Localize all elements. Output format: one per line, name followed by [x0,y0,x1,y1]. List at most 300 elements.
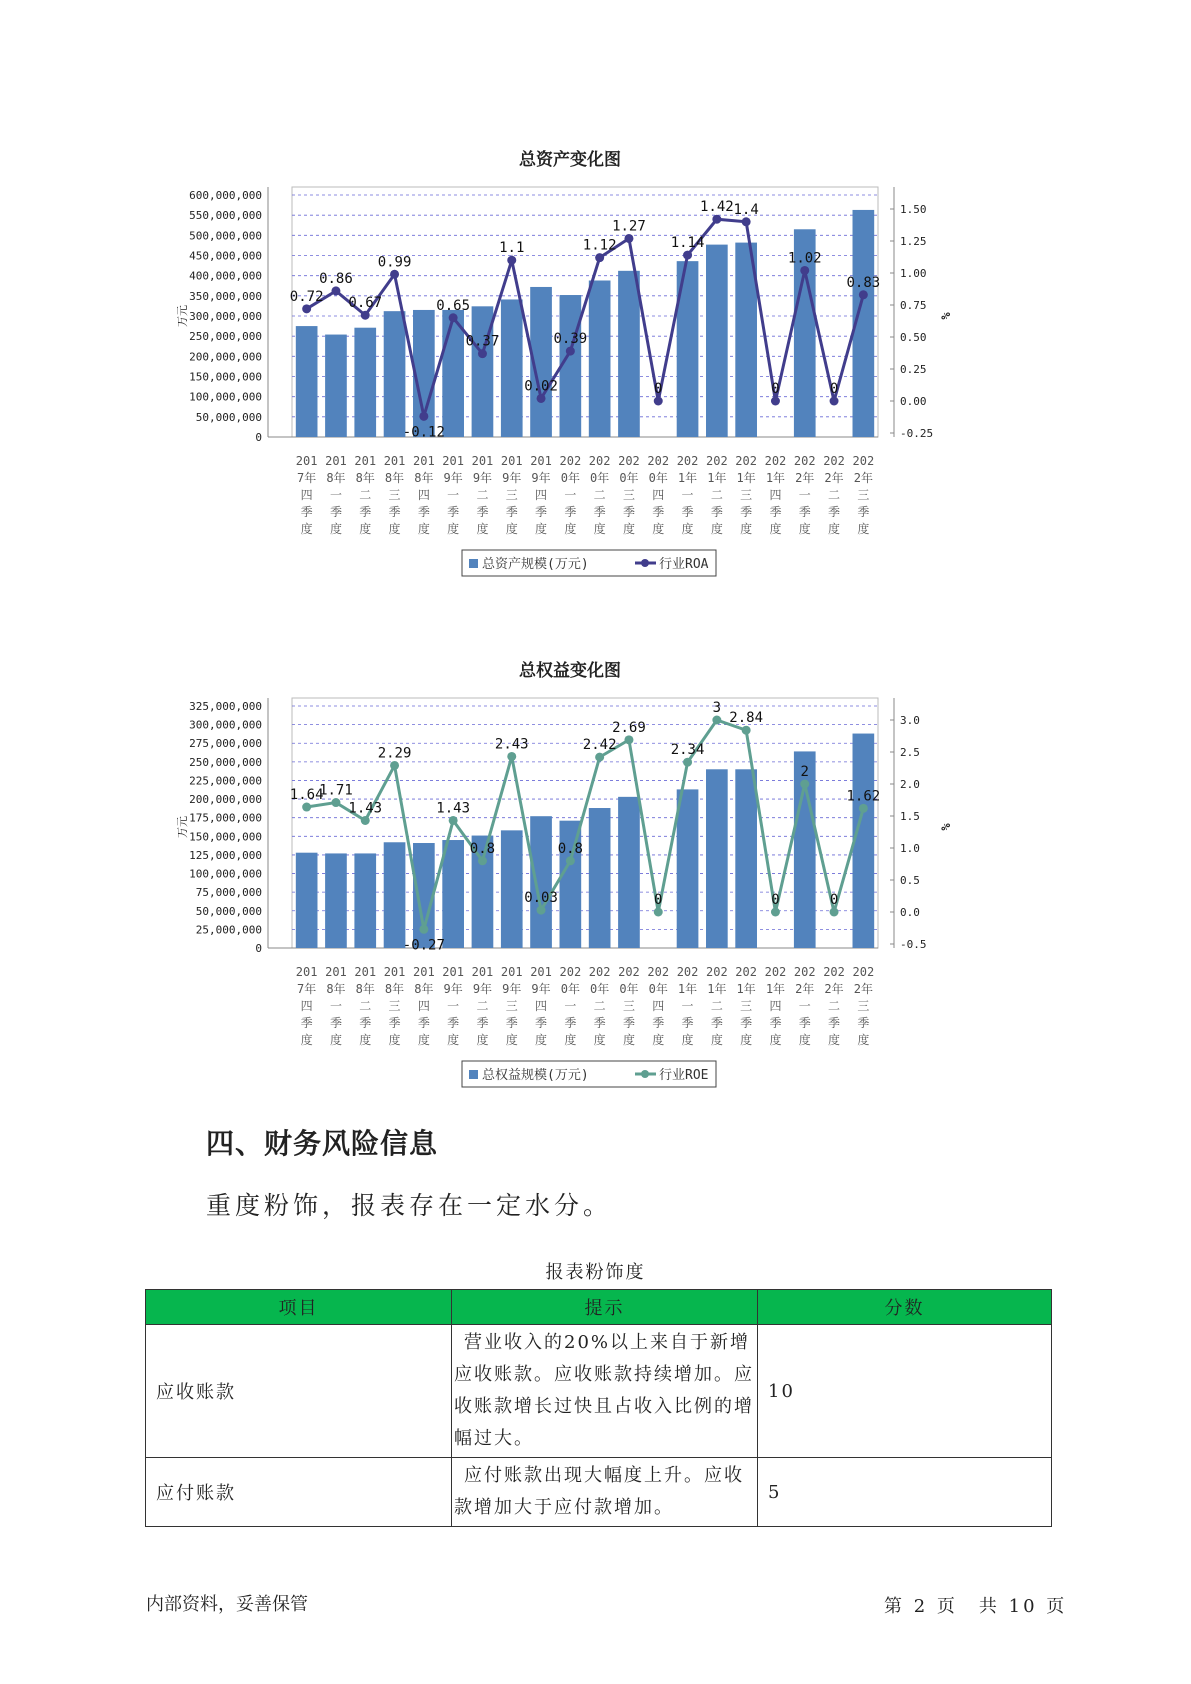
y2-tick-label: 0.75 [900,299,927,312]
y-tick-label: 100,000,000 [189,867,262,881]
legend-label: 总资产规模(万元) [482,557,589,572]
x-tick-label: 9年 [531,982,551,996]
x-tick-label: 度 [388,522,401,536]
x-tick-label: 度 [300,1033,313,1047]
x-tick-label: 201 [325,454,347,468]
x-tick-label: 季 [476,1016,489,1030]
bar [589,808,611,948]
bar [442,840,464,948]
x-tick-label: 8年 [414,471,434,485]
data-label: 2.69 [612,719,646,736]
y2-tick-label: 0.5 [900,874,920,887]
x-tick-label: 201 [442,965,464,979]
data-label: 0 [654,892,663,908]
x-tick-label: 二 [476,488,489,502]
x-tick-label: 度 [476,522,489,536]
y-tick-label: 275,000,000 [189,737,262,751]
x-tick-label: 202 [647,454,670,468]
x-tick-label: 度 [857,1033,870,1047]
x-tick-label: 季 [769,1016,782,1030]
bar [296,326,318,437]
x-tick-label: 202 [735,965,757,979]
x-tick-label: 2年 [853,471,873,485]
row-item: 应收账款 [146,1325,452,1458]
bar [354,853,376,948]
bar [706,769,728,948]
x-tick-label: 202 [793,454,816,468]
line-point [830,397,839,406]
data-label: 1.43 [348,800,383,817]
x-tick-label: 季 [710,1016,723,1030]
x-tick-label: 201 [471,454,494,468]
line-point [595,753,604,762]
y-tick-label: 200,000,000 [189,350,262,364]
bar [501,830,523,948]
x-tick-label: 8年 [355,982,375,996]
x-tick-label: 1年 [707,471,727,485]
x-tick-label: 202 [793,965,816,979]
x-tick-label: 8年 [414,982,434,996]
y2-tick-label: 2.0 [900,778,920,791]
x-tick-label: 9年 [502,982,522,996]
bar [296,853,318,948]
x-tick-label: 季 [388,1016,401,1030]
x-tick-label: 季 [505,1016,518,1030]
data-label: 0 [771,381,780,397]
bar [384,842,406,948]
line-point [478,856,487,865]
row-hint: 营业收入的20%以上来自于新增应收账款。应收账款持续增加。应收账款增长过快且占收入比例的增幅过大。 [452,1325,758,1458]
x-tick-label: 度 [564,1033,577,1047]
bar [325,853,347,948]
line-point [566,856,575,865]
x-tick-label: 度 [798,1033,811,1047]
y-tick-label: 125,000,000 [189,848,262,862]
x-tick-label: 季 [476,505,489,519]
x-tick-label: 一 [564,999,577,1013]
x-tick-label: 一 [447,488,460,502]
x-tick-label: 度 [329,1033,342,1047]
x-tick-label: 季 [857,505,870,519]
x-tick-label: 三 [505,999,518,1013]
x-tick-label: 四 [652,488,665,502]
x-tick-label: 9年 [472,982,493,996]
x-tick-label: 202 [706,965,728,979]
y-tick-label: 225,000,000 [189,774,262,788]
x-tick-label: 201 [295,454,318,468]
y-tick-label: 150,000,000 [189,830,262,844]
x-tick-label: 0年 [619,471,639,485]
bar [618,271,640,437]
x-tick-label: 季 [447,1016,460,1030]
data-label: 2.43 [494,736,529,753]
data-label: -0.12 [402,424,445,441]
x-tick-label: 二 [359,999,372,1013]
x-tick-label: 一 [798,999,811,1013]
x-tick-label: 一 [447,999,460,1013]
x-tick-label: 度 [593,522,606,536]
bar [853,734,875,948]
x-tick-label: 202 [676,965,699,979]
x-tick-label: 度 [505,1033,518,1047]
x-tick-label: 度 [593,1033,606,1047]
chart-title: 总权益变化图 [519,661,621,681]
y-tick-label: 500,000,000 [189,229,262,243]
x-tick-label: 一 [798,488,811,502]
x-tick-label: 度 [828,1033,841,1047]
x-tick-label: 2年 [795,471,815,485]
x-tick-label: 度 [740,1033,753,1047]
x-tick-label: 1年 [677,471,698,485]
x-tick-label: 度 [447,522,460,536]
x-tick-label: 季 [828,1016,841,1030]
y-tick-label: 50,000,000 [195,410,262,424]
line-point [537,906,546,915]
bar [325,335,347,437]
y-tick-label: 250,000,000 [189,755,262,769]
x-tick-label: 1年 [677,982,698,996]
x-tick-label: 季 [828,505,841,519]
x-tick-label: 9年 [443,982,463,996]
line-point [478,349,487,358]
x-tick-label: 201 [413,965,435,979]
x-tick-label: 四 [300,999,313,1013]
x-tick-label: 三 [388,488,401,502]
x-tick-label: 202 [823,454,845,468]
data-label: 0.8 [557,840,583,857]
x-tick-label: 9年 [472,471,493,485]
x-tick-label: 0年 [619,982,639,996]
line-point [390,761,399,770]
x-tick-label: 201 [413,454,435,468]
x-tick-label: 201 [471,965,494,979]
legend-swatch-bar [469,559,478,568]
data-label: 0.72 [289,288,324,305]
x-tick-label: 2年 [795,982,815,996]
y2-tick-label: 1.5 [900,810,920,823]
bar [384,311,406,437]
x-tick-label: 季 [593,505,606,519]
data-label: 1.27 [612,218,646,235]
x-tick-label: 8年 [326,982,346,996]
x-tick-label: 度 [359,522,372,536]
y-tick-label: 550,000,000 [189,209,262,223]
data-label: 1.71 [319,782,353,799]
x-tick-label: 度 [710,522,723,536]
y-tick-label: 450,000,000 [189,249,262,263]
x-tick-label: 202 [706,454,728,468]
row-score: 10 [758,1325,1052,1458]
y-tick-label: 0 [255,431,262,444]
x-tick-label: 季 [769,505,782,519]
y2-tick-label: 1.50 [900,203,927,216]
x-tick-label: 四 [417,488,430,502]
x-tick-label: 201 [500,454,523,468]
data-label: 0.03 [524,890,558,907]
x-tick-label: 201 [530,965,552,979]
row-score: 5 [758,1458,1052,1527]
x-tick-label: 季 [798,505,811,519]
bar [706,245,728,437]
data-label: 0.37 [465,333,500,350]
x-tick-label: 季 [710,505,723,519]
x-tick-label: 一 [329,999,342,1013]
x-tick-label: 0年 [590,471,610,485]
x-tick-label: 度 [622,522,635,536]
bar [501,299,523,437]
y2-tick-label: 1.00 [900,267,927,280]
line-point [419,412,428,421]
section-heading: 四、财务风险信息 [206,1127,439,1160]
data-label: 1.02 [787,250,822,267]
x-tick-label: 季 [417,505,430,519]
plot-frame [289,187,881,437]
table-caption: 报表粉饰度 [545,1262,646,1283]
data-label: 0.67 [348,295,383,312]
data-label: 0 [654,381,663,397]
y-tick-label: 25,000,000 [195,923,262,937]
y2-tick-label: -0.25 [900,427,934,440]
line-point [331,286,340,295]
y-tick-label: 300,000,000 [189,310,262,323]
x-tick-label: 三 [622,999,635,1013]
x-tick-label: 1年 [707,982,727,996]
x-tick-label: 度 [710,1033,723,1047]
bar [618,797,640,948]
x-tick-label: 季 [798,1016,811,1030]
x-tick-label: 三 [857,999,870,1013]
x-tick-label: 201 [442,454,464,468]
footer-page-number: 第 2 页 共 10 页 [884,1596,1068,1617]
x-tick-label: 四 [769,488,782,502]
x-tick-label: 二 [593,488,606,502]
line-point [830,908,839,917]
y-tick-label: 150,000,000 [189,370,262,384]
x-tick-label: 度 [417,1033,430,1047]
y-tick-label: 100,000,000 [189,390,262,404]
bar [354,328,376,437]
x-tick-label: 季 [740,1016,753,1030]
line-point [683,758,692,767]
legend-swatch-bar [469,1070,478,1079]
line-point [390,270,399,279]
y-tick-label: 350,000,000 [189,289,262,303]
x-tick-label: 1年 [736,471,756,485]
line-point [537,394,546,403]
x-tick-label: 度 [740,522,753,536]
x-tick-label: 202 [852,454,875,468]
x-tick-label: 度 [857,522,870,536]
x-tick-label: 季 [359,1016,372,1030]
data-label: 0.99 [377,254,412,271]
x-tick-label: 度 [652,1033,665,1047]
x-tick-label: 7年 [297,471,317,485]
x-tick-label: 202 [559,454,582,468]
y2-tick-label: 0.50 [900,331,927,344]
y-tick-label: 250,000,000 [189,330,262,344]
line-point [742,217,751,226]
x-tick-label: 度 [388,1033,401,1047]
line-point [361,311,370,320]
y2-tick-label: 1.25 [900,235,927,248]
x-tick-label: 季 [300,505,313,519]
y2-axis-label: % [939,312,953,320]
x-tick-label: 季 [622,505,635,519]
x-tick-label: 季 [681,505,694,519]
line-point [859,804,868,813]
total-assets-chart [170,140,970,600]
y-tick-label: 300,000,000 [189,718,262,732]
x-tick-label: 三 [857,488,870,502]
x-tick-label: 1年 [765,471,786,485]
x-tick-label: 季 [388,505,401,519]
x-tick-label: 二 [710,488,723,502]
x-tick-label: 度 [769,522,782,536]
bar [677,789,699,948]
y2-tick-label: 1.0 [900,842,920,855]
risk-table [145,1289,1052,1527]
legend-label: 行业ROA [659,557,709,572]
x-tick-label: 202 [676,454,699,468]
row-hint: 应付账款出现大幅度上升。应收款增加大于应付款增加。 [452,1458,758,1527]
x-tick-label: 9年 [443,471,463,485]
data-label: 1.42 [699,199,734,216]
y-tick-label: 0 [255,942,262,955]
x-tick-label: 季 [652,1016,665,1030]
x-tick-label: 季 [535,505,548,519]
line-point [712,716,721,725]
x-tick-label: 四 [535,999,548,1013]
x-tick-label: 度 [359,1033,372,1047]
data-label: 3 [712,700,722,716]
data-label: 0 [829,381,839,397]
table-header-row [146,1290,1052,1325]
row-item: 应付账款 [146,1458,452,1527]
y2-tick-label: 3.0 [900,714,920,727]
x-tick-label: 201 [500,965,523,979]
y2-tick-label: 0.25 [900,363,927,376]
x-tick-label: 三 [740,999,753,1013]
line-point [302,304,311,313]
risk-summary: 重度粉饰，报表存在一定水分。 [206,1191,613,1220]
x-tick-label: 季 [417,1016,430,1030]
x-tick-label: 2年 [824,471,844,485]
x-tick-label: 202 [823,965,845,979]
footer-confidential: 内部资料，妥善保管 [146,1594,308,1615]
total-equity-chart [170,651,970,1111]
data-label: 1.43 [436,800,471,817]
data-label: -0.27 [402,937,445,954]
x-tick-label: 三 [388,999,401,1013]
line-point [449,816,458,825]
x-tick-label: 201 [530,454,552,468]
line-point [800,266,809,275]
data-label: 1.12 [582,237,617,254]
y-axis-label: 万元 [176,816,189,838]
x-tick-label: 7年 [297,982,317,996]
x-tick-label: 二 [710,999,723,1013]
x-tick-label: 0年 [648,982,668,996]
x-tick-label: 9年 [531,471,551,485]
x-tick-label: 度 [622,1033,635,1047]
y-tick-label: 400,000,000 [189,269,262,283]
x-tick-label: 度 [300,522,313,536]
line-point [712,215,721,224]
x-tick-label: 季 [329,505,342,519]
x-tick-label: 度 [329,522,342,536]
line-point [654,397,663,406]
x-tick-label: 度 [447,1033,460,1047]
y-tick-label: 200,000,000 [189,793,262,807]
line-point [419,925,428,934]
x-tick-label: 季 [681,1016,694,1030]
x-tick-label: 202 [735,454,757,468]
data-label: 2.29 [377,745,412,762]
data-label: 1.4 [733,201,759,218]
data-label: 2.42 [582,737,617,754]
data-label: 1.62 [846,788,881,805]
x-tick-label: 季 [447,505,460,519]
x-tick-label: 季 [564,505,577,519]
data-label: 2.84 [729,710,764,727]
line-point [771,908,780,917]
header-item: 项目 [146,1290,452,1325]
x-tick-label: 8年 [355,471,375,485]
line-point [742,726,751,735]
data-label: 0 [771,892,780,908]
data-label: 0 [829,892,839,908]
table-row [146,1458,1052,1527]
x-tick-label: 四 [535,488,548,502]
data-label: 0.8 [469,840,496,857]
x-tick-label: 201 [383,454,406,468]
x-tick-label: 201 [383,965,406,979]
legend-label: 总权益规模(万元) [482,1068,589,1083]
line-point [449,313,458,322]
x-tick-label: 0年 [560,982,580,996]
y2-axis-label: % [939,823,953,831]
x-tick-label: 一 [681,999,694,1013]
data-label: 1.64 [289,787,324,804]
legend-swatch-point [641,559,649,567]
x-tick-label: 季 [359,505,372,519]
line-point [595,253,604,262]
x-tick-label: 8年 [384,982,405,996]
x-tick-label: 201 [354,454,377,468]
x-tick-label: 度 [798,522,811,536]
x-tick-label: 季 [505,505,518,519]
x-tick-label: 季 [535,1016,548,1030]
bar [589,281,611,437]
x-tick-label: 201 [295,965,318,979]
y-tick-label: 325,000,000 [189,700,262,713]
x-tick-label: 度 [681,522,694,536]
line-point [302,803,311,812]
x-tick-label: 度 [564,522,577,536]
x-tick-label: 8年 [326,471,346,485]
y-tick-label: 175,000,000 [189,811,262,825]
x-tick-label: 202 [618,965,640,979]
data-label: 1.1 [499,240,525,257]
x-tick-label: 201 [354,965,377,979]
x-tick-label: 度 [652,522,665,536]
x-tick-label: 度 [476,1033,489,1047]
line-point [331,798,340,807]
x-tick-label: 季 [857,1016,870,1030]
x-tick-label: 度 [769,1033,782,1047]
data-label: 2 [800,764,809,780]
header-hint: 提示 [452,1290,758,1325]
